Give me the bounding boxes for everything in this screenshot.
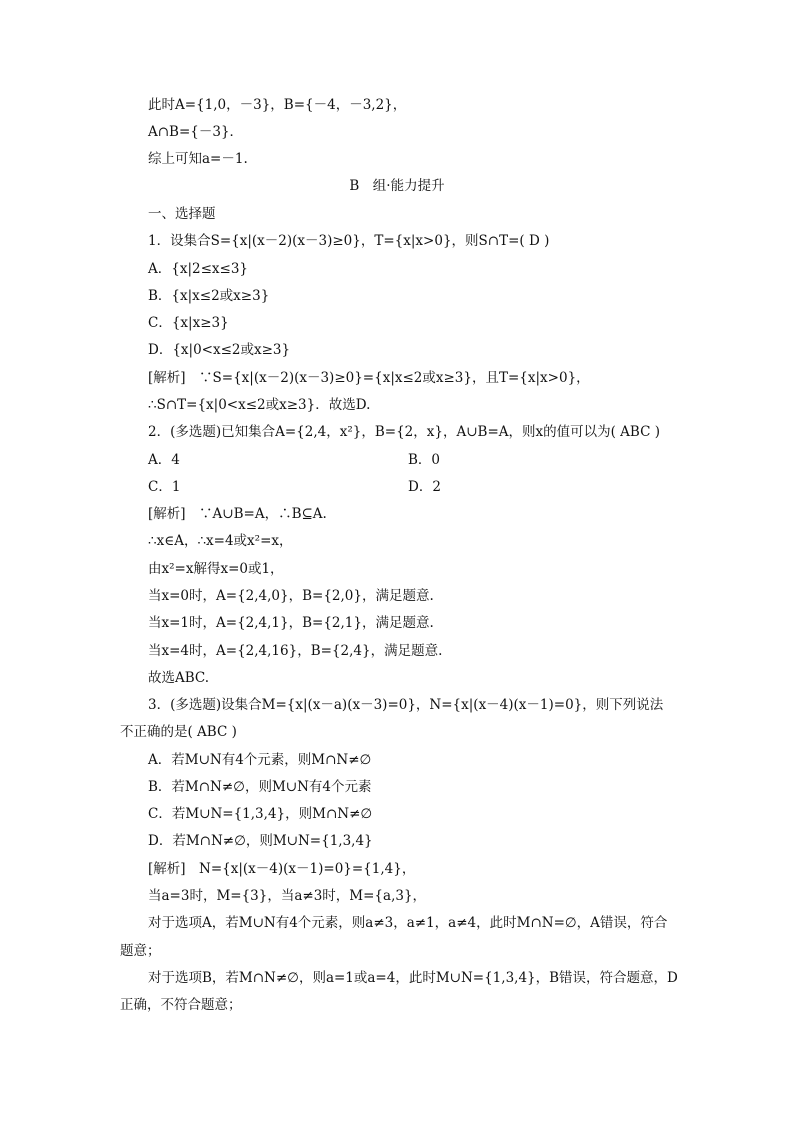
option-d: D．{x|0<x≤2或x≥3}	[148, 342, 291, 358]
option-b: B．0	[408, 452, 441, 468]
option-a: A．4	[148, 452, 180, 468]
option-c: C．{x|x≥3}	[148, 315, 229, 331]
question-2: 2．(多选题)已知集合A={2,4，x²}，B={2，x}，A∪B=A，则x的值可以为( ABC )	[148, 424, 660, 440]
analysis-line: 当x=4时，A={2,4,16}，B={2,4}，满足题意.	[148, 643, 443, 659]
question-1: 1．设集合S={x|(x－2)(x－3)≥0}，T={x|x>0}，则S∩T=( D )	[148, 233, 550, 249]
text-line: 综上可知a=－1.	[148, 151, 248, 167]
analysis-line: 对于选项A，若M∪N有4个元素，则a≠3，a≠1，a≠4，此时M∩N=∅，A错误，符合	[148, 915, 668, 931]
analysis-line: 由x²=x解得x=0或1，	[148, 561, 284, 577]
question-3-cont: 不正确的是( ABC )	[120, 724, 237, 740]
analysis-line: 当a=3时，M={3}，当a≠3时，M={a,3}，	[148, 888, 427, 904]
option-d: D．若M∩N≠∅，则M∪N={1,3,4}	[148, 833, 373, 849]
text-line: A∩B={－3}．	[148, 124, 244, 140]
analysis-line: ∴x∈A，∴x=4或x²=x，	[148, 533, 293, 549]
option-a: A．若M∪N有4个元素，则M∩N≠∅	[148, 752, 372, 768]
analysis-line: 当x=1时，A={2,4,1}，B={2,1}，满足题意.	[148, 615, 434, 631]
analysis-line: [解析] ∵A∪B=A，∴B⊆A.	[148, 506, 327, 522]
option-b: B．{x|x≤2或x≥3}	[148, 288, 270, 304]
analysis-line: [解析] N={x|(x－4)(x－1)=0}={1,4}，	[148, 861, 416, 877]
analysis-line: 对于选项B，若M∩N≠∅，则a=1或a=4，此时M∪N={1,3,4}，B错误，符合题意，D	[148, 970, 678, 986]
analysis-line: [解析] ∵S={x|(x－2)(x－3)≥0}={x|x≤2或x≥3}，且T={x|x>0}，	[148, 370, 590, 386]
section-heading: B 组·能力提升	[349, 178, 445, 194]
text-line: 此时A={1,0，－3}，B={－4，－3,2}，	[148, 97, 407, 113]
analysis-line-cont: 正确，不符合题意；	[120, 997, 242, 1013]
question-3: 3．(多选题)设集合M={x|(x－a)(x－3)=0}，N={x|(x－4)(x－1)=0}，则下列说法	[148, 697, 664, 713]
analysis-line: 当x=0时，A={2,4,0}，B={2,0}，满足题意.	[148, 588, 434, 604]
option-b: B．若M∩N≠∅，则M∪N有4个元素	[148, 779, 372, 795]
option-c: C．1	[148, 479, 181, 495]
option-d: D．2	[408, 479, 441, 495]
subsection-heading: 一、选择题	[148, 206, 216, 222]
analysis-line: ∴S∩T={x|0<x≤2或x≥3}．故选D.	[148, 397, 371, 413]
option-a: A．{x|2≤x≤3}	[148, 261, 249, 277]
analysis-line: 故选ABC.	[148, 670, 210, 686]
analysis-line-cont: 题意；	[120, 943, 161, 959]
option-c: C．若M∪N={1,3,4}，则M∩N≠∅	[148, 806, 373, 822]
